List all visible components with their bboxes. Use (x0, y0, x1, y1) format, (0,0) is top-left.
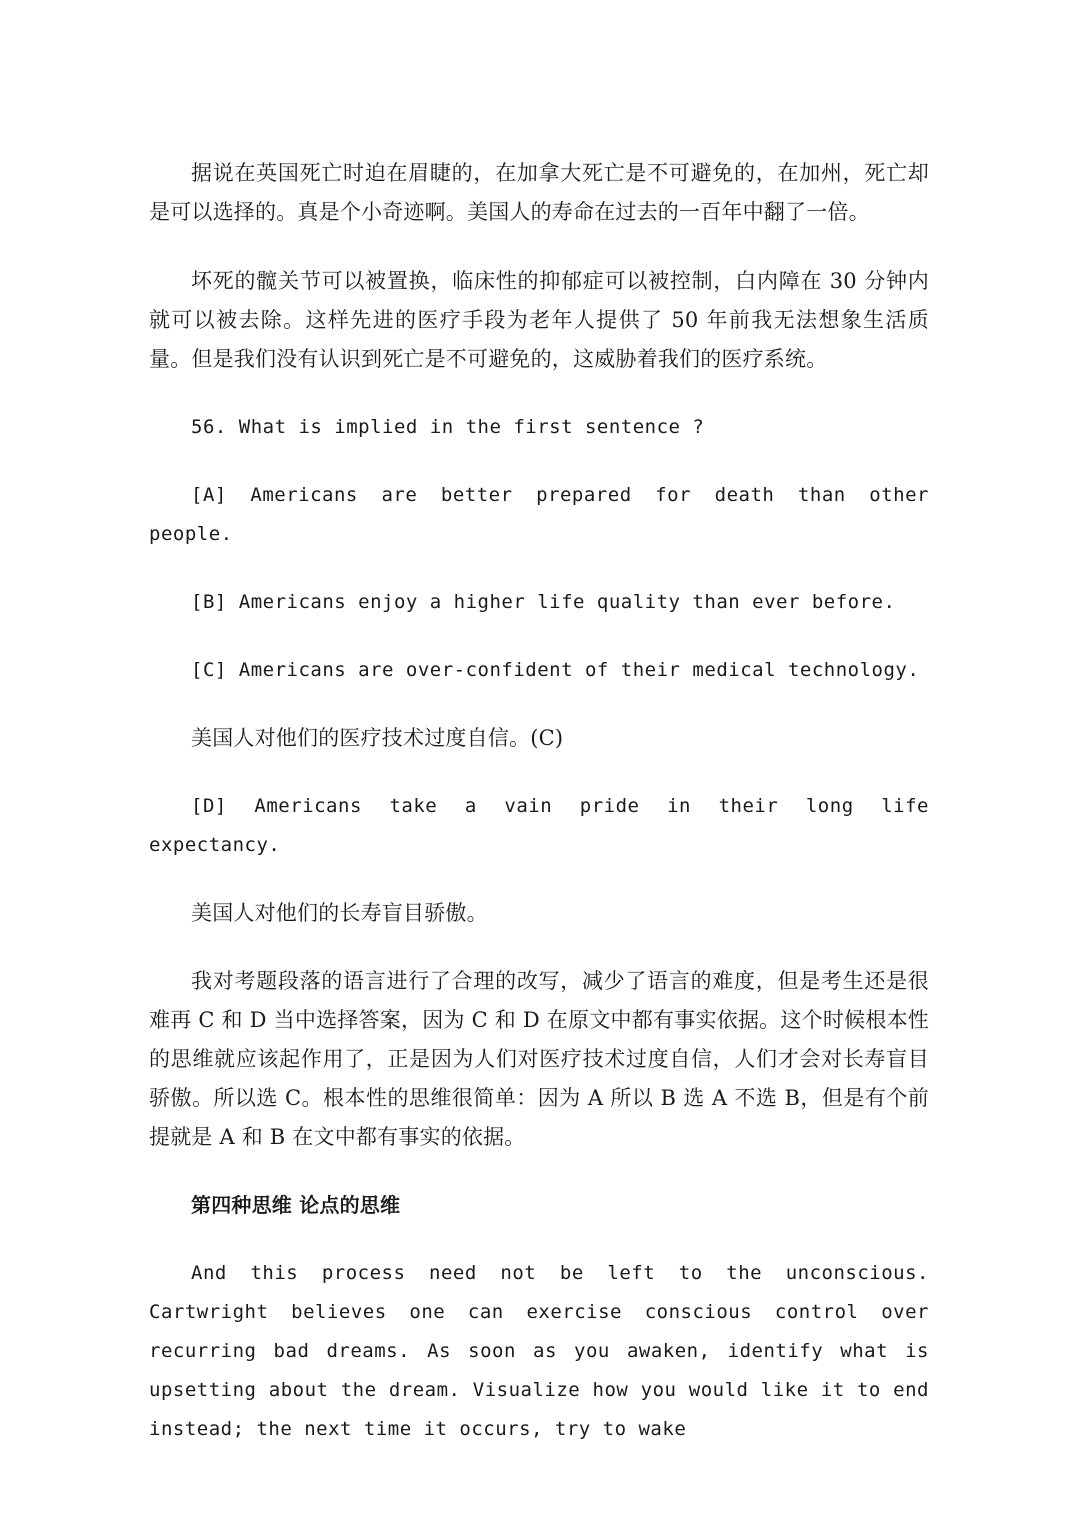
option-c: [C] Americans are over-confident of their medical technology. (191, 659, 920, 681)
question-56: 56. What is implied in the first sentence ? (191, 416, 705, 438)
option-b: [B] Americans enjoy a higher life quality than ever before. (191, 591, 896, 613)
paragraph-analysis: 我对考题段落的语言进行了合理的改写，减少了语言的难度，但是考生还是很难再 C 和 D 当中选择答案，因为 C 和 D 在原文中都有事实依据。这个时候根本性的思维就应该起作用了，正是因为人们对医疗技术过度自信，人们才会对长寿盲目骄傲。所以选 C。根本性的思维很简单：因为 A 所以 B 选 A 不选 B，但是有个前提就是 A 和 B 在文中都有事实的依据。 (149, 969, 929, 1149)
paragraph-death-choice: 据说在英国死亡时迫在眉睫的，在加拿大死亡是不可避免的，在加州，死亡却是可以选择的。真是个小奇迹啊。美国人的寿命在过去的一百年中翻了一倍。 (149, 161, 929, 224)
option-a: [A] Americans are better prepared for death than other people. (149, 484, 929, 545)
paragraph-medical-advances: 坏死的髋关节可以被置换，临床性的抑郁症可以被控制，白内障在 30 分钟内就可以被去除。这样先进的医疗手段为老年人提供了 50 年前我无法想象生活质量。但是我们没有认识到死亡是不可避免的，这威胁着我们的医疗系统。 (149, 269, 929, 371)
option-d: [D] Americans take a vain pride in their long life expectancy. (149, 795, 929, 856)
paragraph-english-excerpt: And this process need not be left to the unconscious. Cartwright believes one can exercise conscious control over recurring bad dreams. As soon as you awaken, identify what is upsetting about the dream. Visualize how you would like it to end instead; the next time it occurs, try to wake (149, 1262, 929, 1440)
option-d-translation: 美国人对他们的长寿盲目骄傲。 (191, 901, 488, 925)
document-page (149, 154, 929, 1449)
section-heading: 第四种思维 论点的思维 (191, 1193, 401, 1217)
option-c-translation: 美国人对他们的医疗技术过度自信。(C) (191, 726, 564, 750)
